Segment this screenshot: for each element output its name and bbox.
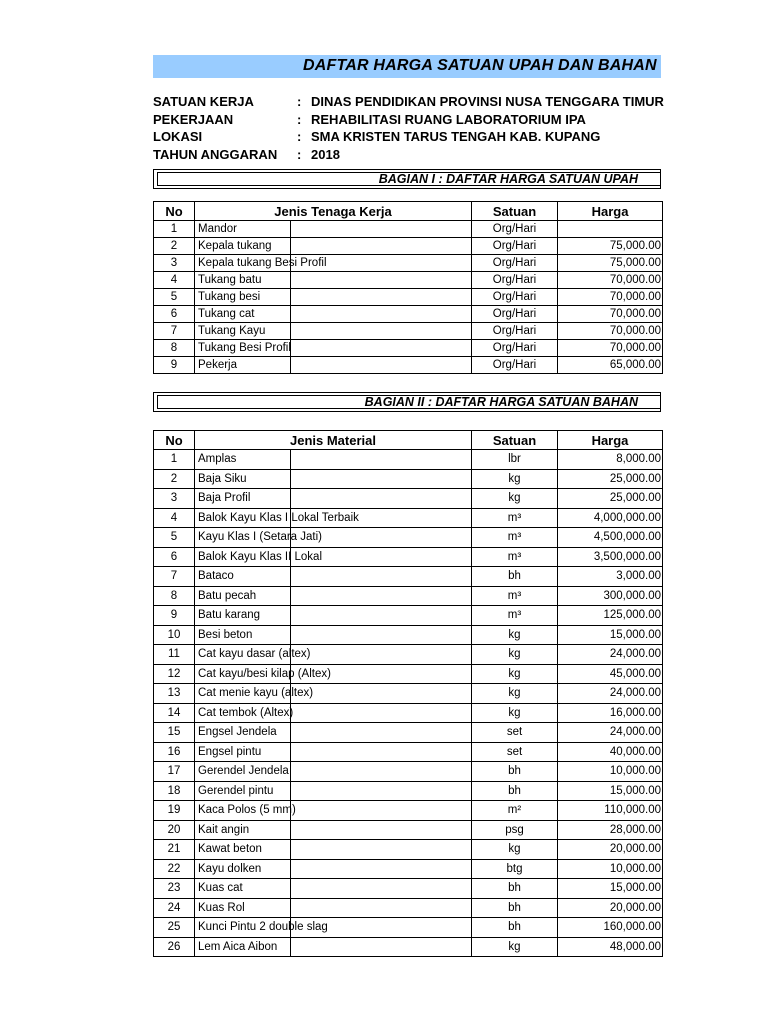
cell-satuan: Org/Hari (472, 357, 558, 374)
section-upah-title: BAGIAN I : DAFTAR HARGA SATUAN UPAH (378, 172, 638, 186)
table-row (154, 625, 663, 645)
cell-blank (291, 567, 472, 587)
table-row (154, 586, 663, 606)
cell-no: 15 (154, 723, 195, 743)
table-row (154, 742, 663, 762)
table-row (154, 528, 663, 548)
cell-harga: 20,000.00 (558, 898, 663, 918)
cell-satuan: kg (472, 684, 558, 704)
cell-no: 14 (154, 703, 195, 723)
table-row (154, 606, 663, 626)
cell-name: Kawat beton (195, 840, 291, 860)
cell-blank (291, 606, 472, 626)
cell-satuan: m² (472, 801, 558, 821)
cell-name: Kunci Pintu 2 double slag (195, 918, 291, 938)
cell-name: Cat kayu dasar (altex) (195, 645, 291, 665)
table-row (154, 859, 663, 879)
cell-no: 10 (154, 625, 195, 645)
cell-no: 5 (154, 528, 195, 548)
cell-no: 3 (154, 255, 195, 272)
table-row (154, 508, 663, 528)
table-row (154, 879, 663, 899)
cell-harga: 300,000.00 (558, 586, 663, 606)
table-row (154, 918, 663, 938)
table-row (154, 489, 663, 509)
cell-harga: 25,000.00 (558, 489, 663, 509)
cell-name: Cat tembok (Altex) (195, 703, 291, 723)
cell-blank (291, 742, 472, 762)
header-no: No (154, 431, 195, 450)
cell-harga: 45,000.00 (558, 664, 663, 684)
cell-harga: 160,000.00 (558, 918, 663, 938)
cell-harga: 15,000.00 (558, 781, 663, 801)
cell-blank (291, 937, 472, 957)
cell-harga: 70,000.00 (558, 289, 663, 306)
cell-harga: 70,000.00 (558, 323, 663, 340)
section-bahan-header (153, 392, 661, 412)
cell-blank (291, 489, 472, 509)
cell-blank (291, 703, 472, 723)
table-row (154, 238, 663, 255)
cell-name: Tukang Besi Profil (195, 340, 291, 357)
cell-name: Balok Kayu Klas I Lokal Terbaik (195, 508, 291, 528)
cell-name: Pekerja (195, 357, 291, 374)
cell-name: Mandor (195, 221, 291, 238)
table-row (154, 937, 663, 957)
cell-no: 12 (154, 664, 195, 684)
cell-harga (558, 221, 663, 238)
info-label: PEKERJAAN (153, 111, 234, 127)
table-row (154, 272, 663, 289)
cell-no: 8 (154, 586, 195, 606)
cell-harga: 3,500,000.00 (558, 547, 663, 567)
cell-no: 24 (154, 898, 195, 918)
cell-harga: 48,000.00 (558, 937, 663, 957)
cell-no: 8 (154, 340, 195, 357)
cell-harga: 70,000.00 (558, 340, 663, 357)
cell-blank (291, 625, 472, 645)
cell-name: Besi beton (195, 625, 291, 645)
cell-blank (291, 221, 472, 238)
cell-satuan: Org/Hari (472, 306, 558, 323)
cell-blank (291, 879, 472, 899)
section-bahan-title: BAGIAN II : DAFTAR HARGA SATUAN BAHAN (364, 395, 638, 409)
cell-name: Lem Aica Aibon (195, 937, 291, 957)
table-row (154, 645, 663, 665)
header-jenis: Jenis Material (195, 431, 472, 450)
info-label: SATUAN KERJA (153, 94, 254, 109)
table-row (154, 450, 663, 470)
cell-harga: 10,000.00 (558, 762, 663, 782)
cell-no: 2 (154, 469, 195, 489)
header-satuan: Satuan (472, 431, 558, 450)
cell-no: 23 (154, 879, 195, 899)
cell-no: 1 (154, 450, 195, 470)
cell-no: 4 (154, 272, 195, 289)
cell-blank (291, 859, 472, 879)
cell-satuan: bh (472, 567, 558, 587)
cell-satuan: Org/Hari (472, 272, 558, 289)
cell-name: Kayu Klas I (Setara Jati) (195, 528, 291, 548)
table-row (154, 723, 663, 743)
cell-name: Baja Siku (195, 469, 291, 489)
table-row (154, 762, 663, 782)
cell-harga: 75,000.00 (558, 255, 663, 272)
cell-satuan: set (472, 723, 558, 743)
cell-no: 5 (154, 289, 195, 306)
cell-satuan: bh (472, 879, 558, 899)
cell-satuan: kg (472, 937, 558, 957)
table-row (154, 357, 663, 374)
info-value: DINAS PENDIDIKAN PROVINSI NUSA TENGGARA TIMUR (311, 94, 664, 109)
table-row (154, 323, 663, 340)
info-label: LOKASI (153, 129, 203, 144)
cell-satuan: btg (472, 859, 558, 879)
cell-harga: 15,000.00 (558, 625, 663, 645)
cell-satuan: lbr (472, 450, 558, 470)
section-upah-header (153, 169, 661, 189)
cell-blank (291, 469, 472, 489)
table-row (154, 820, 663, 840)
bahan-table (153, 430, 663, 957)
info-value: REHABILITASI RUANG LABORATORIUM IPA (311, 111, 586, 127)
cell-satuan: bh (472, 898, 558, 918)
cell-name: Gerendel pintu (195, 781, 291, 801)
table-row (154, 840, 663, 860)
cell-blank (291, 723, 472, 743)
info-value: 2018 (311, 146, 340, 162)
cell-harga: 28,000.00 (558, 820, 663, 840)
cell-harga: 24,000.00 (558, 684, 663, 704)
cell-satuan: bh (472, 762, 558, 782)
cell-no: 3 (154, 489, 195, 509)
cell-no: 1 (154, 221, 195, 238)
cell-name: Tukang Kayu (195, 323, 291, 340)
cell-name: Baja Profil (195, 489, 291, 509)
cell-no: 4 (154, 508, 195, 528)
cell-satuan: Org/Hari (472, 255, 558, 272)
cell-harga: 40,000.00 (558, 742, 663, 762)
cell-satuan: Org/Hari (472, 221, 558, 238)
table-row (154, 255, 663, 272)
table-row (154, 469, 663, 489)
cell-blank (291, 801, 472, 821)
cell-name: Kaca Polos (5 mm) (195, 801, 291, 821)
cell-harga: 20,000.00 (558, 840, 663, 860)
cell-satuan: m³ (472, 508, 558, 528)
info-row (153, 94, 665, 112)
cell-no: 16 (154, 742, 195, 762)
cell-blank (291, 762, 472, 782)
table-row (154, 684, 663, 704)
header-harga: Harga (558, 202, 663, 221)
cell-no: 18 (154, 781, 195, 801)
cell-blank (291, 357, 472, 374)
project-info (153, 94, 665, 164)
cell-name: Tukang cat (195, 306, 291, 323)
cell-satuan: kg (472, 645, 558, 665)
cell-no: 2 (154, 238, 195, 255)
cell-blank (291, 238, 472, 255)
cell-no: 13 (154, 684, 195, 704)
cell-satuan: bh (472, 918, 558, 938)
cell-harga: 24,000.00 (558, 645, 663, 665)
cell-blank (291, 306, 472, 323)
cell-harga: 4,000,000.00 (558, 508, 663, 528)
cell-name: Batu karang (195, 606, 291, 626)
cell-name: Amplas (195, 450, 291, 470)
cell-no: 17 (154, 762, 195, 782)
table-row (154, 567, 663, 587)
cell-no: 21 (154, 840, 195, 860)
cell-harga: 3,000.00 (558, 567, 663, 587)
title-bar (153, 55, 661, 78)
cell-satuan: Org/Hari (472, 323, 558, 340)
info-colon: : (297, 146, 302, 162)
cell-no: 26 (154, 937, 195, 957)
cell-name: Bataco (195, 567, 291, 587)
table-row (154, 221, 663, 238)
cell-no: 6 (154, 306, 195, 323)
info-colon: : (297, 129, 302, 144)
cell-no: 25 (154, 918, 195, 938)
cell-harga: 10,000.00 (558, 859, 663, 879)
header-harga: Harga (558, 431, 663, 450)
cell-satuan: m³ (472, 586, 558, 606)
cell-blank (291, 898, 472, 918)
cell-no: 19 (154, 801, 195, 821)
cell-satuan: Org/Hari (472, 289, 558, 306)
info-row (153, 147, 665, 165)
cell-name: Batu pecah (195, 586, 291, 606)
cell-harga: 75,000.00 (558, 238, 663, 255)
cell-no: 7 (154, 567, 195, 587)
cell-no: 9 (154, 606, 195, 626)
cell-harga: 125,000.00 (558, 606, 663, 626)
table-row (154, 547, 663, 567)
cell-no: 22 (154, 859, 195, 879)
header-jenis: Jenis Tenaga Kerja (195, 202, 472, 221)
table-row (154, 703, 663, 723)
cell-name: Tukang batu (195, 272, 291, 289)
table-row (154, 306, 663, 323)
cell-blank (291, 840, 472, 860)
cell-name: Gerendel Jendela (195, 762, 291, 782)
cell-satuan: m³ (472, 606, 558, 626)
cell-name: Kuas cat (195, 879, 291, 899)
cell-blank (291, 684, 472, 704)
cell-satuan: kg (472, 469, 558, 489)
cell-no: 6 (154, 547, 195, 567)
info-row (153, 129, 665, 147)
table-row (154, 340, 663, 357)
info-row (153, 112, 665, 130)
cell-blank (291, 781, 472, 801)
cell-blank (291, 450, 472, 470)
header-satuan: Satuan (472, 202, 558, 221)
cell-harga: 24,000.00 (558, 723, 663, 743)
cell-name: Kait angin (195, 820, 291, 840)
cell-harga: 4,500,000.00 (558, 528, 663, 548)
table-row (154, 898, 663, 918)
cell-blank (291, 340, 472, 357)
cell-satuan: Org/Hari (472, 340, 558, 357)
table-row (154, 801, 663, 821)
cell-no: 20 (154, 820, 195, 840)
info-label: TAHUN ANGGARAN (153, 146, 278, 162)
document-title: DAFTAR HARGA SATUAN UPAH DAN BAHAN (303, 57, 657, 74)
cell-satuan: psg (472, 820, 558, 840)
info-colon: : (297, 94, 302, 109)
cell-harga: 25,000.00 (558, 469, 663, 489)
cell-blank (291, 820, 472, 840)
header-no: No (154, 202, 195, 221)
cell-blank (291, 323, 472, 340)
cell-satuan: bh (472, 781, 558, 801)
cell-no: 11 (154, 645, 195, 665)
cell-name: Cat menie kayu (altex) (195, 684, 291, 704)
cell-no: 9 (154, 357, 195, 374)
cell-harga: 16,000.00 (558, 703, 663, 723)
cell-name: Balok Kayu Klas II Lokal (195, 547, 291, 567)
cell-blank (291, 272, 472, 289)
cell-no: 7 (154, 323, 195, 340)
table-row (154, 664, 663, 684)
cell-name: Engsel pintu (195, 742, 291, 762)
cell-harga: 70,000.00 (558, 306, 663, 323)
cell-satuan: kg (472, 840, 558, 860)
upah-table (153, 201, 663, 374)
cell-blank (291, 645, 472, 665)
cell-satuan: kg (472, 703, 558, 723)
info-value: SMA KRISTEN TARUS TENGAH KAB. KUPANG (311, 129, 601, 144)
cell-name: Kepala tukang (195, 238, 291, 255)
cell-satuan: m³ (472, 547, 558, 567)
cell-name: Engsel Jendela (195, 723, 291, 743)
cell-name: Kepala tukang Besi Profil (195, 255, 291, 272)
cell-satuan: m³ (472, 528, 558, 548)
cell-satuan: kg (472, 489, 558, 509)
cell-name: Cat kayu/besi kilap (Altex) (195, 664, 291, 684)
cell-satuan: kg (472, 664, 558, 684)
cell-harga: 65,000.00 (558, 357, 663, 374)
table-header-row (154, 431, 663, 450)
cell-harga: 8,000.00 (558, 450, 663, 470)
cell-harga: 70,000.00 (558, 272, 663, 289)
cell-harga: 110,000.00 (558, 801, 663, 821)
table-header-row (154, 202, 663, 221)
cell-satuan: set (472, 742, 558, 762)
info-colon: : (297, 111, 302, 127)
cell-harga: 15,000.00 (558, 879, 663, 899)
cell-satuan: Org/Hari (472, 238, 558, 255)
table-row (154, 289, 663, 306)
cell-name: Tukang besi (195, 289, 291, 306)
cell-blank (291, 289, 472, 306)
cell-name: Kuas Rol (195, 898, 291, 918)
cell-name: Kayu dolken (195, 859, 291, 879)
table-row (154, 781, 663, 801)
cell-blank (291, 586, 472, 606)
cell-satuan: kg (472, 625, 558, 645)
